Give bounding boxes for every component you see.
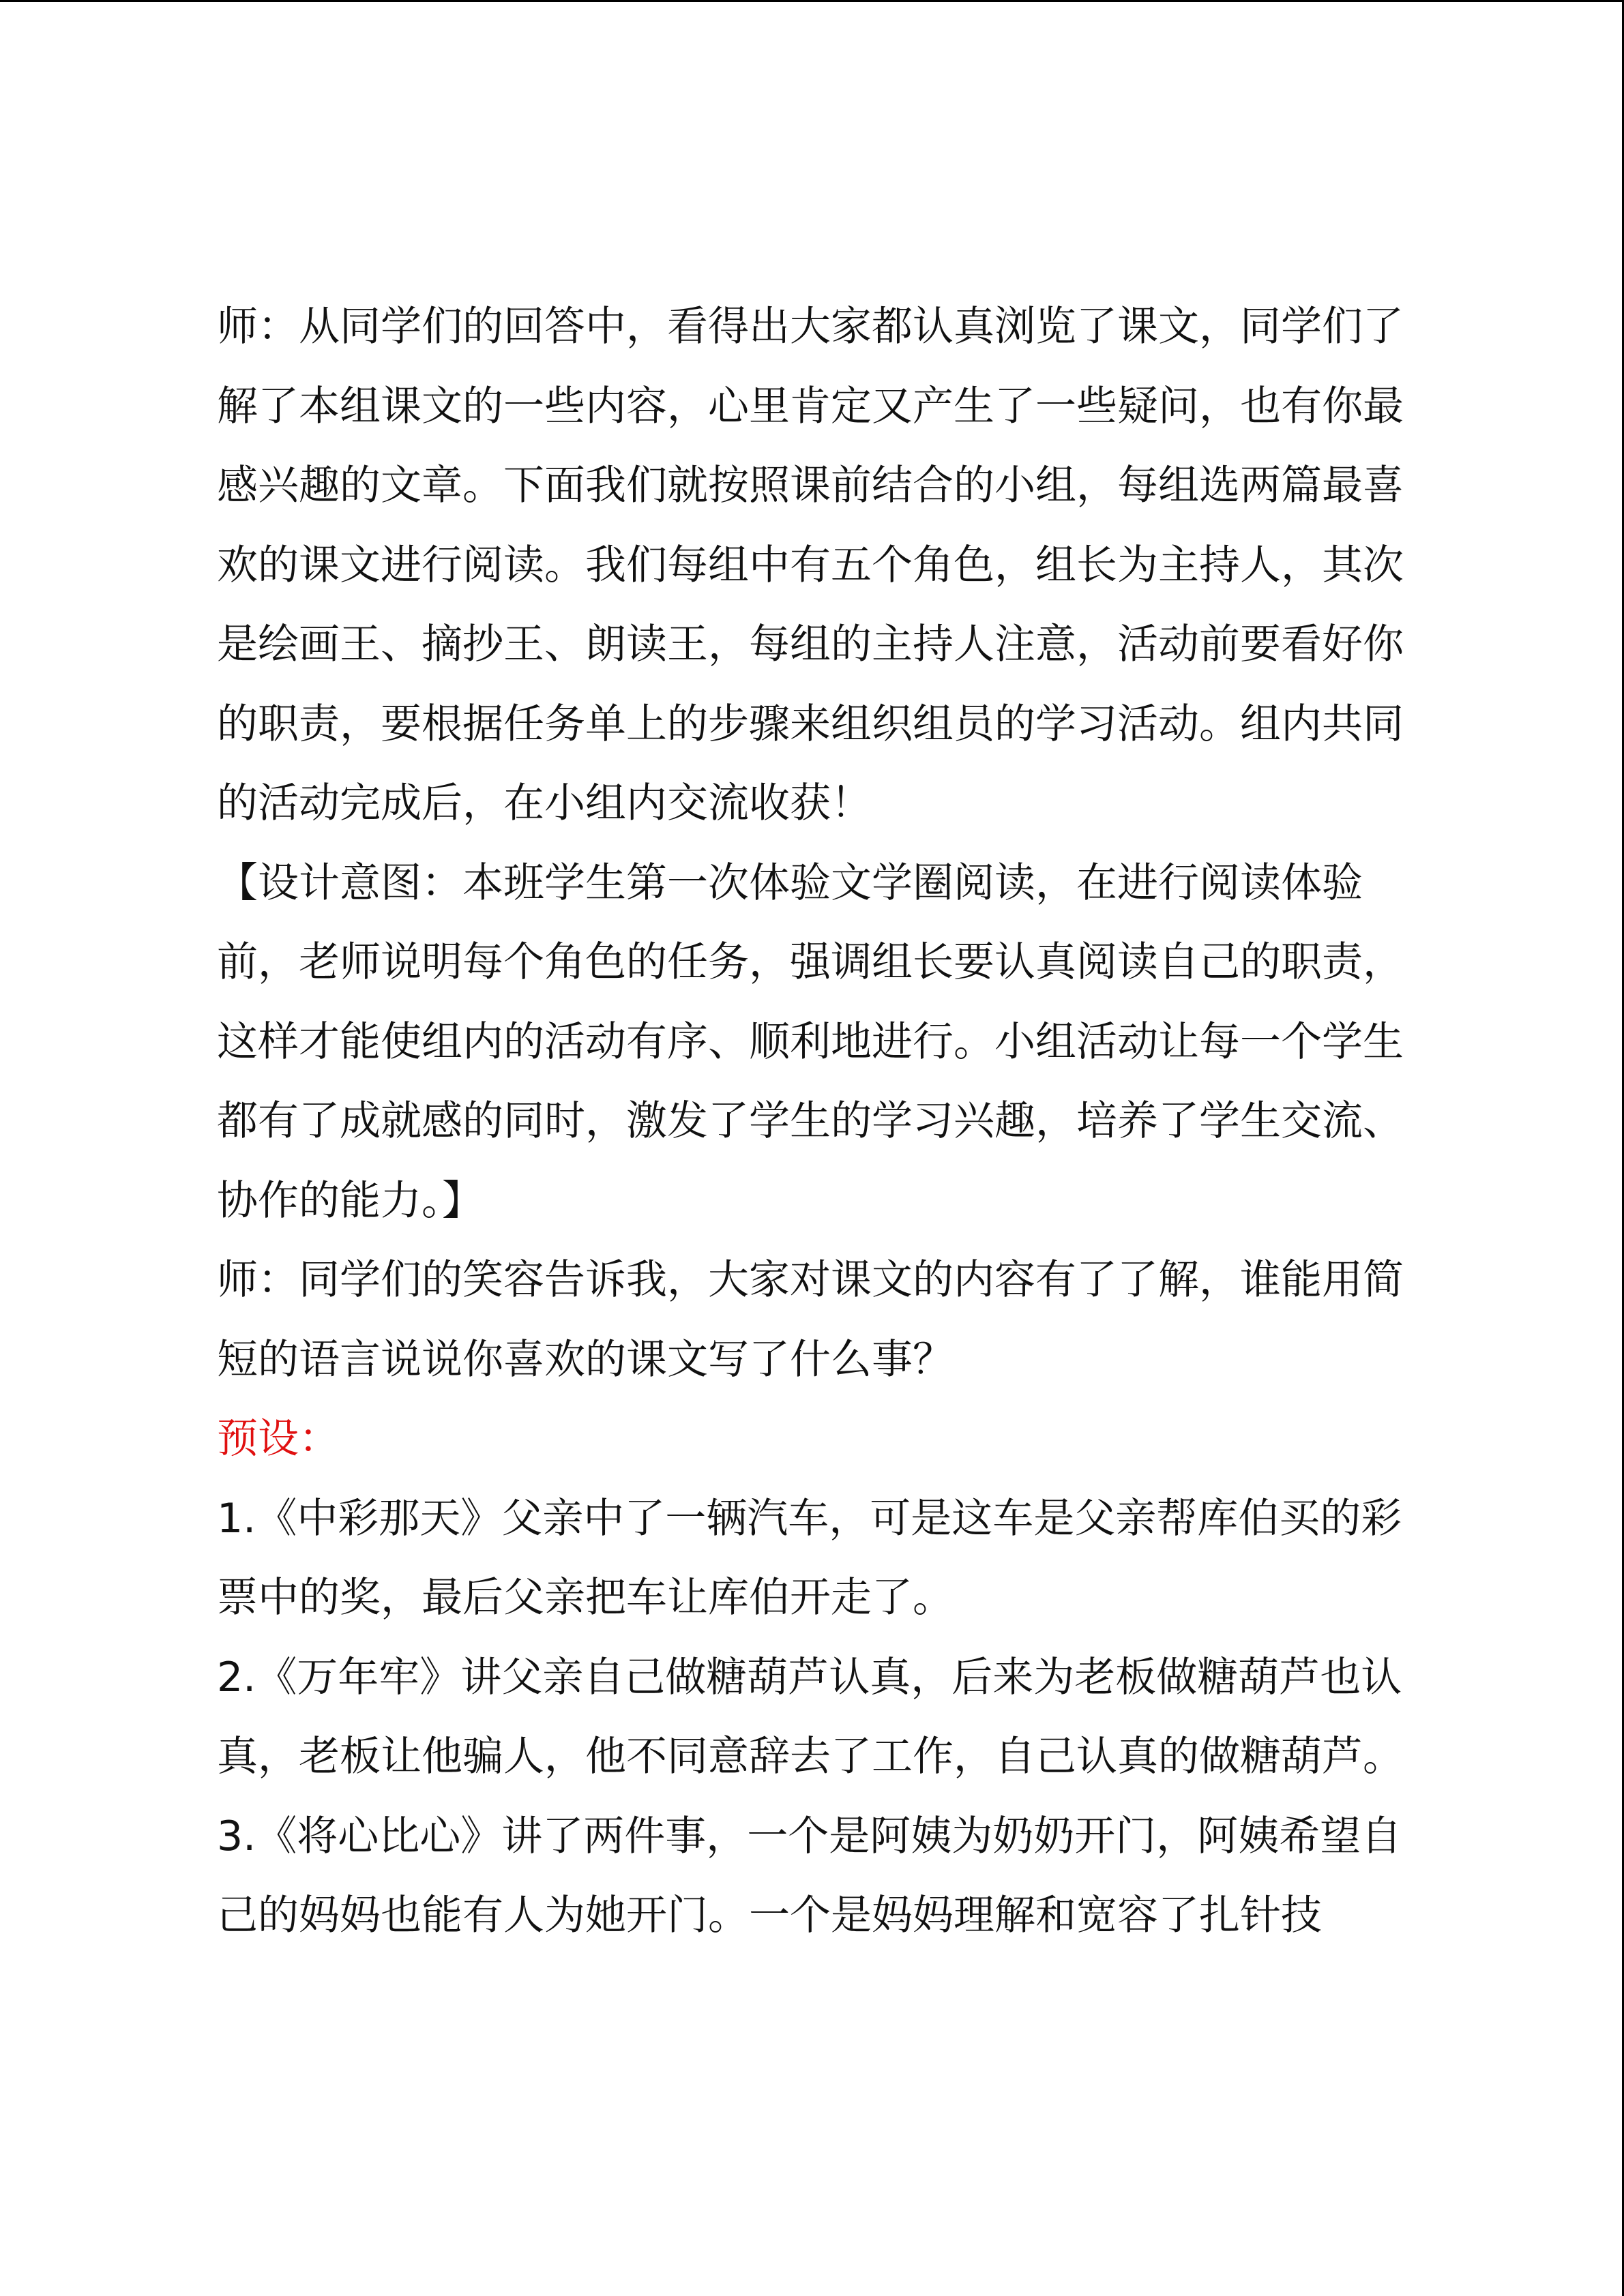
preset-item-1: 1.《中彩那天》父亲中了一辆汽车，可是这车是父亲帮库伯买的彩票中的奖，最后父亲把车让库伯开走了。	[217, 1494, 1402, 1622]
teacher-paragraph-1: 师：从同学们的回答中，看得出大家都认真浏览了课文，同学们了解了本组课文的一些内容，心里肯定又产生了一些疑问，也有你最感兴趣的文章。下面我们就按照课前结合的小组，每组选两篇最喜欢的课文进行阅读。我们每组中有五个角色，组长为主持人，其次是绘画王、摘抄王、朗读王，每组的主持人注意，活动前要看好你的职责，要根据任务单上的步骤来组织组员的学习活动。组内共同的活动完成后，在小组内交流收获！	[217, 303, 1404, 827]
preset-item-3: 3.《将心比心》讲了两件事，一个是阿姨为奶奶开门，阿姨希望自己的妈妈也能有人为她开门。一个是妈妈理解和宽容了扎针技	[217, 1812, 1402, 1939]
preset-item-2: 2.《万年牢》讲父亲自己做糖葫芦认真，后来为老板做糖葫芦也认真，老板让他骗人，他不同意辞去了工作，自己认真的做糖葫芦。	[217, 1653, 1404, 1780]
design-intent-paragraph: 【设计意图：本班学生第一次体验文学圈阅读，在进行阅读体验前，老师说明每个角色的任务，强调组长要认真阅读自己的职责，这样才能使组内的活动有序、顺利地进行。小组活动让每一个学生都有了成就感的同时，激发了学生的学习兴趣，培养了学生交流、协作的能力。】	[217, 859, 1404, 1225]
teacher-paragraph-2: 师：同学们的笑容告诉我，大家对课文的内容有了了解，谁能用简短的语言说说你喜欢的课文写了什么事？	[217, 1256, 1404, 1384]
document-body	[217, 287, 1417, 1956]
preset-heading: 预设：	[217, 1415, 340, 1463]
